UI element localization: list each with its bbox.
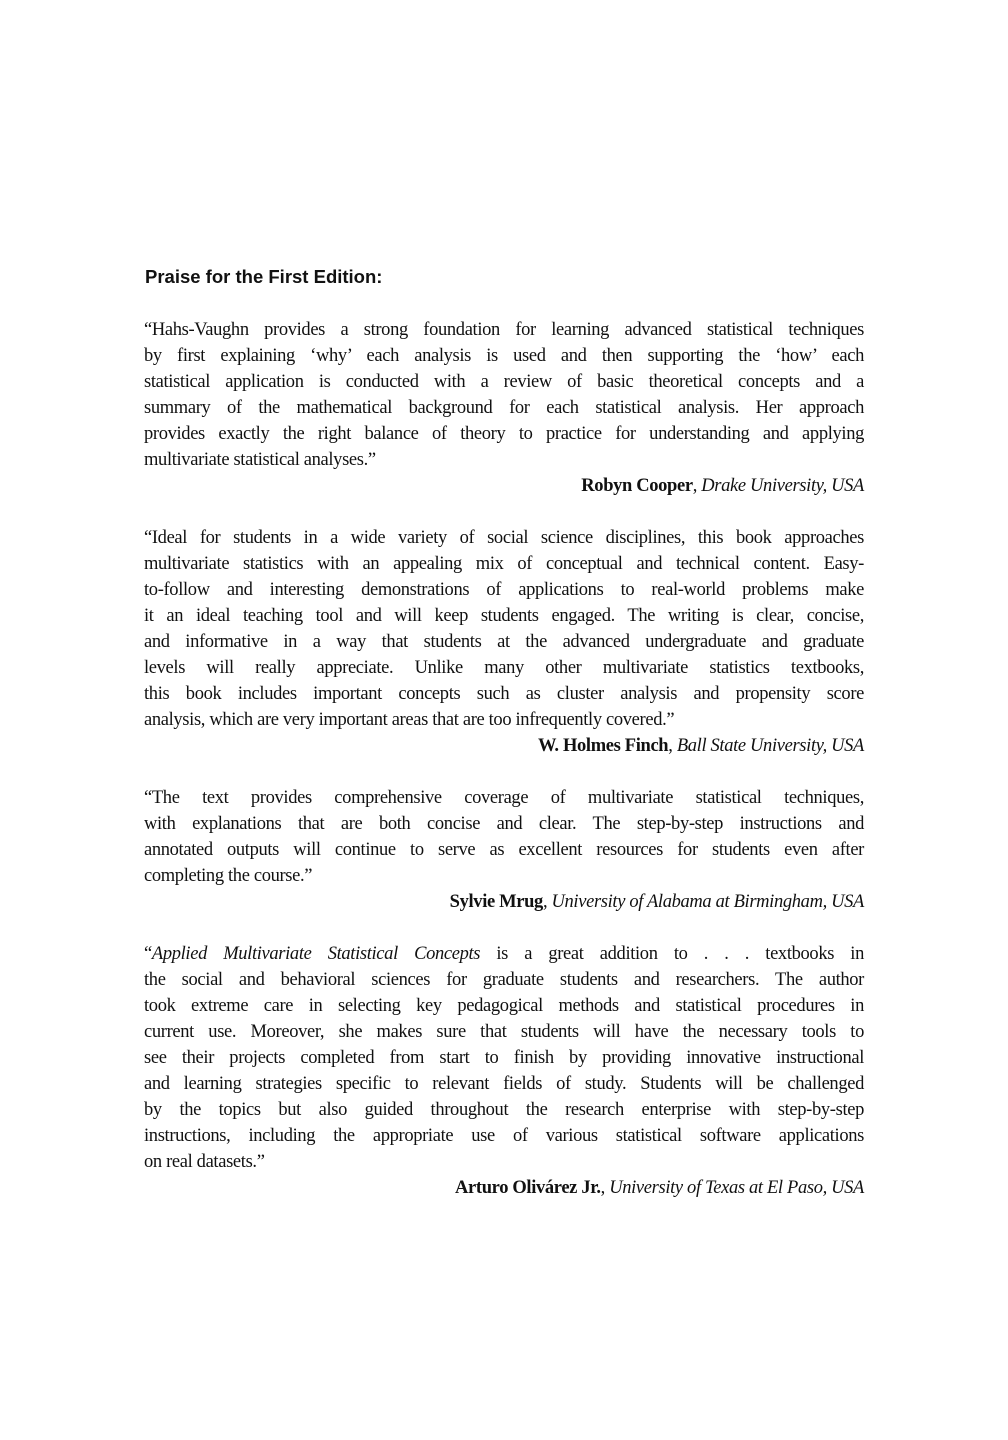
testimonial-line: with explanations that are both concise and clear. The step-by-step instructions and (144, 814, 864, 834)
testimonial-line: summary of the mathematical background for each statistical analysis. Her approach (144, 398, 864, 418)
testimonial-line: this book includes important concepts such as cluster analysis and propensity score (144, 684, 864, 704)
reviewer-name: Robyn Cooper (581, 476, 693, 496)
testimonial-line: provides exactly the right balance of theory to practice for understanding and applying (144, 424, 864, 444)
book-title: Applied Multivariate Statistical Concepts (151, 944, 481, 964)
text-segment: is a great addition to . . . textbooks in (480, 944, 864, 964)
testimonial (144, 941, 864, 1201)
reviewer-name: Arturo Olivárez Jr. (455, 1178, 601, 1198)
reviewer-affiliation: University of Alabama at Birmingham, USA (551, 892, 864, 912)
testimonial-line: multivariate statistics with an appealing mix of conceptual and technical content. Easy- (144, 554, 864, 574)
testimonial-line: completing the course.” (144, 866, 313, 886)
attribution: Sylvie Mrug, University of Alabama at Birmingham, USA (449, 892, 864, 912)
testimonial (144, 317, 864, 499)
attribution: Arturo Olivárez Jr., University of Texas at El Paso, USA (455, 1178, 864, 1198)
testimonial-line: the social and behavioral sciences for graduate students and researchers. The author (144, 970, 864, 990)
testimonial-line: instructions, including the appropriate use of various statistical software applications (144, 1126, 864, 1146)
testimonial (144, 525, 864, 759)
testimonial-line: to-follow and interesting demonstrations of applications to real-world problems make (144, 580, 864, 600)
attribution: W. Holmes Finch, Ball State University, USA (537, 736, 864, 756)
testimonial-line: it an ideal teaching tool and will keep students engaged. The writing is clear, concise, (144, 606, 864, 626)
text-segment: “ (144, 944, 152, 964)
reviewer-affiliation: Ball State University, USA (676, 736, 864, 756)
attribution: Robyn Cooper, Drake University, USA (581, 476, 864, 496)
reviewer-name: Sylvie Mrug (449, 892, 543, 912)
testimonial (144, 785, 864, 915)
testimonial-line (144, 941, 864, 967)
testimonial-line: “Ideal for students in a wide variety of social science disciplines, this book approaches (144, 528, 864, 548)
testimonial-line: annotated outputs will continue to serve as excellent resources for students even after (144, 840, 864, 860)
reviewer-affiliation: University of Texas at El Paso, USA (609, 1178, 864, 1198)
testimonial-line: levels will really appreciate. Unlike many other multivariate statistics textbooks, (144, 658, 864, 678)
testimonial-line: and learning strategies specific to relevant fields of study. Students will be challenged (144, 1074, 864, 1094)
testimonial-line: see their projects completed from start to finish by providing innovative instructional (144, 1048, 864, 1068)
reviewer-affiliation: Drake University, USA (701, 476, 864, 496)
testimonial-line: multivariate statistical analyses.” (144, 450, 376, 470)
testimonial-line: took extreme care in selecting key pedagogical methods and statistical procedures in (144, 996, 864, 1016)
testimonial-line: on real datasets.” (144, 1152, 265, 1172)
page-heading: Praise for the First Edition: (145, 266, 383, 287)
reviewer-name: W. Holmes Finch (537, 736, 669, 756)
testimonial-line: by the topics but also guided throughout the research enterprise with step-by-step (144, 1100, 864, 1120)
testimonial-line: current use. Moreover, she makes sure that students will have the necessary tools to (144, 1022, 864, 1042)
testimonial-line: “The text provides comprehensive coverage of multivariate statistical techniques, (144, 788, 864, 808)
testimonial-line: “Hahs-Vaughn provides a strong foundation for learning advanced statistical techniques (144, 320, 864, 340)
testimonial-line: analysis, which are very important areas that are too infrequently covered.” (144, 710, 675, 730)
testimonial-line: by first explaining ‘why’ each analysis is used and then supporting the ‘how’ each (144, 346, 864, 366)
testimonial-line: and informative in a way that students at the advanced undergraduate and graduate (144, 632, 864, 652)
testimonial-line: statistical application is conducted with a review of basic theoretical concepts and a (144, 372, 864, 392)
